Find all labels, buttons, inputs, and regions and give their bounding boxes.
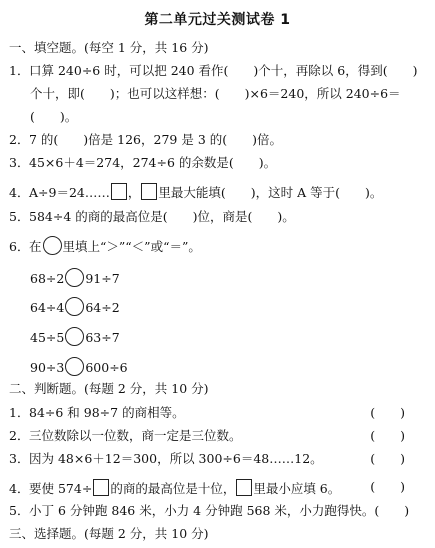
section2-heading: 二、判断题。(每题 2 分，共 10 分) (9, 381, 209, 396)
compare-row (30, 268, 120, 287)
judge-q3-number: 3． (9, 451, 30, 466)
judge-q2-text: 三位数除以一位数，商一定是三位数。 (29, 428, 242, 443)
q6-number: 6． (9, 239, 30, 254)
q5-line (9, 209, 295, 225)
answer-box[interactable] (111, 183, 127, 200)
q4-number: 4． (9, 185, 30, 200)
q1-line-a (9, 63, 417, 79)
q4-line (9, 183, 382, 201)
compare-right: 600÷6 (85, 360, 128, 375)
section1-heading: 一、填空题。(每空 1 分，共 16 分) (9, 40, 209, 55)
answer-circle[interactable] (65, 327, 84, 346)
judge-q1-text: 84÷6 和 98÷7 的商相等。 (29, 405, 185, 420)
compare-right: 64÷2 (85, 300, 120, 315)
compare-left: 90÷3 (30, 360, 65, 375)
q1-text-b: 个十，即( )；也可以这样想：( )×6＝240，所以 240÷6＝ (30, 86, 401, 101)
q6-text-a: 在 (29, 239, 42, 254)
q5-number: 5． (9, 209, 30, 224)
judge-q1-answer-paren[interactable]: ( ) (370, 405, 405, 420)
answer-circle[interactable] (43, 236, 62, 255)
compare-row (30, 327, 120, 346)
compare-left: 45÷5 (30, 330, 65, 345)
judge-q4-number: 4． (9, 481, 30, 496)
q2-number: 2． (9, 132, 30, 147)
compare-left: 68÷2 (30, 271, 65, 286)
judge-q4-text-b: 的商的最高位是十位， (110, 481, 236, 496)
answer-box[interactable] (141, 183, 157, 200)
q6-text-b: 里填上“＞”“＜”或“＝”。 (62, 239, 201, 254)
judge-q2-number: 2． (9, 428, 30, 443)
judge-q1-number: 1． (9, 405, 30, 420)
q4-text-b: ， (127, 185, 141, 200)
judge-q3-text: 因为 48×6＋12＝300，所以 300÷6＝48……12。 (29, 451, 323, 466)
judge-q4-answer-paren[interactable]: ( ) (370, 479, 405, 494)
q1-number: 1． (9, 63, 30, 78)
compare-right: 91÷7 (85, 271, 120, 286)
judge-q4-text-c: 里最小应填 6。 (253, 481, 341, 496)
q1-text-a: 口算 240÷6 时，可以把 240 看作( )个十，再除以 6，得到( ) (29, 63, 418, 78)
judge-q4-line (9, 479, 340, 497)
page-title: 第二单元过关测试卷 1 (144, 12, 291, 28)
answer-circle[interactable] (65, 268, 84, 287)
q4-text-a: A÷9＝24…… (29, 185, 110, 200)
section3-heading: 三、选择题。(每题 2 分，共 10 分) (9, 526, 209, 541)
judge-q3-answer-paren[interactable]: ( ) (370, 451, 405, 466)
judge-q5-line (9, 503, 409, 519)
judge-q5-number: 5． (9, 503, 30, 518)
answer-box[interactable] (93, 479, 109, 496)
q5-text: 584÷4 的商的最高位是( )位，商是( )。 (29, 209, 295, 224)
answer-box[interactable] (236, 479, 252, 496)
q3-text: 45×6＋4＝274，274÷6 的余数是( )。 (29, 155, 277, 170)
judge-q2-line (9, 428, 242, 444)
q6-line (9, 236, 201, 255)
q4-text-c: 里最大能填( )，这时 A 等于( )。 (158, 185, 383, 200)
compare-row (30, 357, 128, 376)
judge-q4-text-a: 要使 574÷ (29, 481, 93, 496)
compare-right: 63÷7 (85, 330, 120, 345)
judge-q2-answer-paren[interactable]: ( ) (370, 428, 405, 443)
answer-circle[interactable] (65, 297, 84, 316)
compare-left: 64÷4 (30, 300, 65, 315)
q2-text: 7 的( )倍是 126，279 是 3 的( )倍。 (29, 132, 282, 147)
q3-line (9, 155, 276, 171)
q3-number: 3． (9, 155, 30, 170)
answer-circle[interactable] (65, 357, 84, 376)
q1-text-c: ( )。 (30, 109, 78, 124)
q2-line (9, 132, 282, 148)
compare-row (30, 297, 120, 316)
judge-q5-text: 小丁 6 分钟跑 846 米，小力 4 分钟跑 568 米，小力跑得快。( ) (29, 503, 410, 518)
judge-q3-line (9, 451, 323, 467)
judge-q1-line (9, 405, 185, 421)
